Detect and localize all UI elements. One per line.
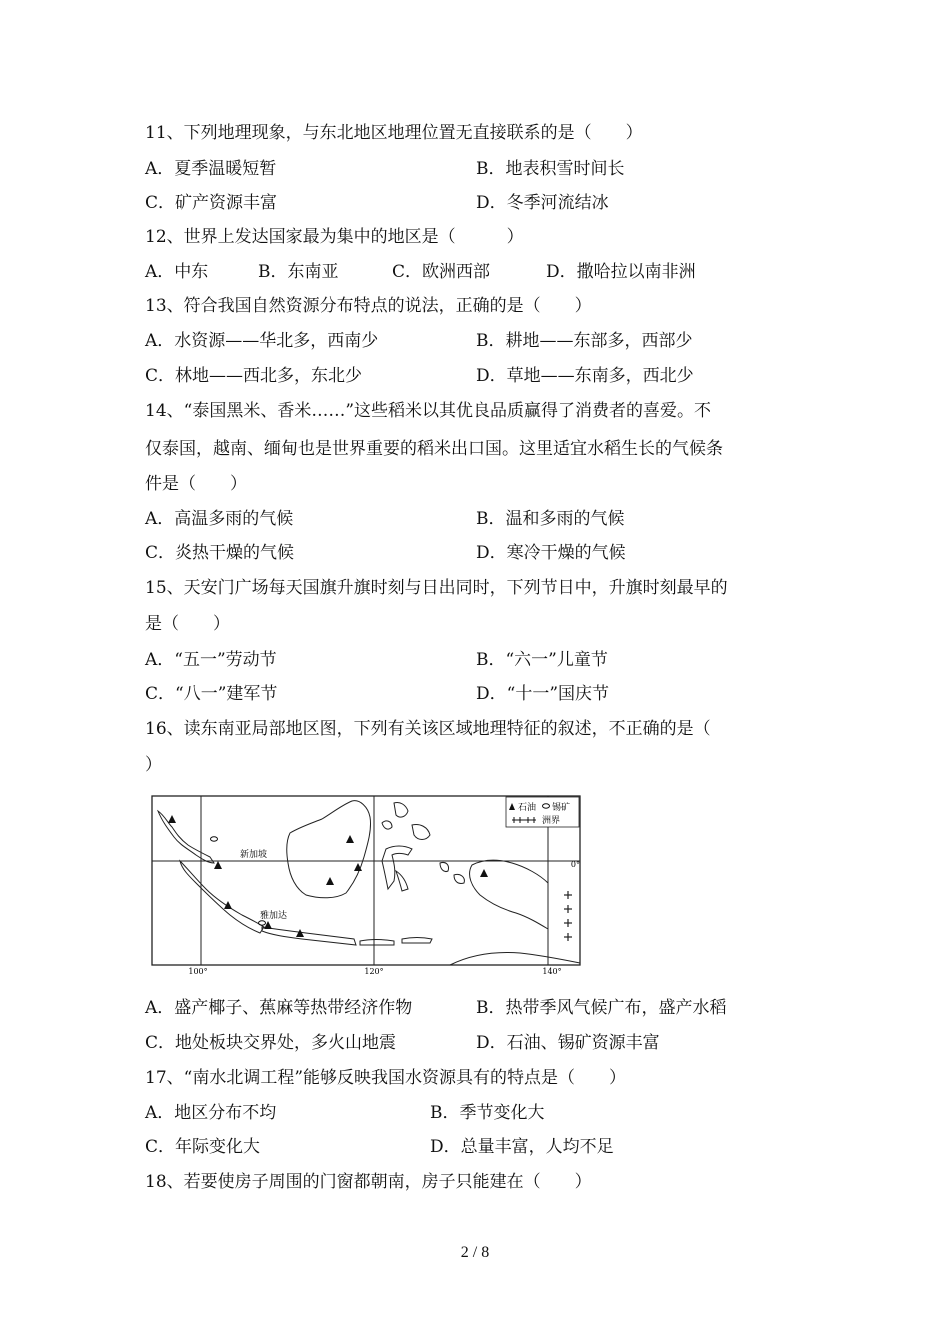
q12-stem: 12、世界上发达国家最为集中的地区是（ ） [145,227,524,247]
page-number: 2 / 8 [460,1244,490,1261]
q13-option-c: C．林地——西北多，东北少 [145,366,363,386]
label-singapore: 新加坡 [240,850,268,860]
q15-stem-line-1: 15、天安门广场每天国旗升旗时刻与日出同时，下列节日中，升旗时刻最早的 [145,578,728,598]
oil-icon [346,835,354,843]
label-120: 120° [364,967,384,976]
q13-option-b: B．耕地——东部多，西部少 [476,331,693,351]
q13-stem: 13、符合我国自然资源分布特点的说法，正确的是（ ） [145,296,592,316]
q11-option-d: D．冬季河流结冰 [476,193,609,213]
q15-option-a: A．“五一”劳动节 [145,650,277,670]
q17-option-d: D．总量丰富，人均不足 [430,1137,614,1157]
q12-option-d: D．撒哈拉以南非洲 [546,262,696,282]
q11-stem: 11、下列地理现象，与东北地区地理位置无直接联系的是（ ） [145,123,643,143]
q14-stem-line-2: 仅泰国，越南、缅甸也是世界重要的稻米出口国。这里适宜水稻生长的气候条 [145,439,723,459]
q14-stem-line-1: 14、“泰国黑米、香米……”这些稻米以其优良品质赢得了消费者的喜爱。不 [145,401,712,421]
label-jakarta: 雅加达 [260,911,288,921]
q15-option-b: B．“六一”儿童节 [476,650,608,670]
q12-option-c: C．欧洲西部 [392,262,491,282]
q14-option-b: B．温和多雨的气候 [476,509,625,529]
oil-icon [168,815,176,823]
oil-icon [326,877,334,885]
oil-icon [480,869,488,877]
q17-option-b: B．季节变化大 [430,1103,545,1123]
continent-boundary [564,891,572,941]
q16-stem-line-2: ） [145,755,162,775]
q15-option-d: D．“十一”国庆节 [476,684,610,704]
legend-tin-label: 锡矿 [552,803,571,813]
q15-option-c: C．“八一”建军节 [145,684,278,704]
q12-option-b: B．东南亚 [258,262,339,282]
q12-option-a: A．中东 [145,262,209,282]
q16-option-d: D．石油、锡矿资源丰富 [476,1033,660,1053]
q11-option-a: A．夏季温暖短暂 [145,159,277,179]
q17-stem: 17、“南水北调工程”能够反映我国水资源具有的特点是（ ） [145,1068,627,1088]
q16-option-a: A．盛产椰子、蕉麻等热带经济作物 [145,998,413,1018]
q17-option-a: A．地区分布不均 [145,1103,277,1123]
q14-option-c: C．炎热干燥的气候 [145,543,295,563]
q16-option-b: B．热带季风气候广布，盛产水稻 [476,998,727,1018]
legend-boundary-label: 洲界 [542,816,561,826]
oil-markers [168,815,488,937]
q18-stem: 18、若要使房子周围的门窗都朝南，房子只能建在（ ） [145,1172,592,1192]
legend-oil-label: 石油 [518,803,537,813]
tin-icon [259,921,266,925]
q13-option-a: A．水资源——华北多，西南少 [145,331,379,351]
southeast-asia-map [150,793,582,978]
q11-option-c: C．矿产资源丰富 [145,193,278,213]
label-140: 140° [542,967,562,976]
q11-option-b: B．地表积雪时间长 [476,159,625,179]
oil-icon [214,861,222,869]
q17-option-c: C．年际变化大 [145,1137,261,1157]
label-100: 100° [188,967,208,976]
q14-stem-line-3: 件是（ ） [145,474,247,494]
q16-stem-line-1: 16、读东南亚局部地区图，下列有关该区域地理特征的叙述，不正确的是（ [145,719,711,739]
q13-option-d: D．草地——东南多，西北少 [476,366,694,386]
q14-option-a: A．高温多雨的气候 [145,509,294,529]
q15-stem-line-2: 是（ ） [145,614,230,634]
q14-option-d: D．寒冷干燥的气候 [476,543,626,563]
q16-option-c: C．地处板块交界处，多火山地震 [145,1033,397,1053]
tin-icon [211,837,218,841]
label-0-lat: 0° [570,860,580,869]
